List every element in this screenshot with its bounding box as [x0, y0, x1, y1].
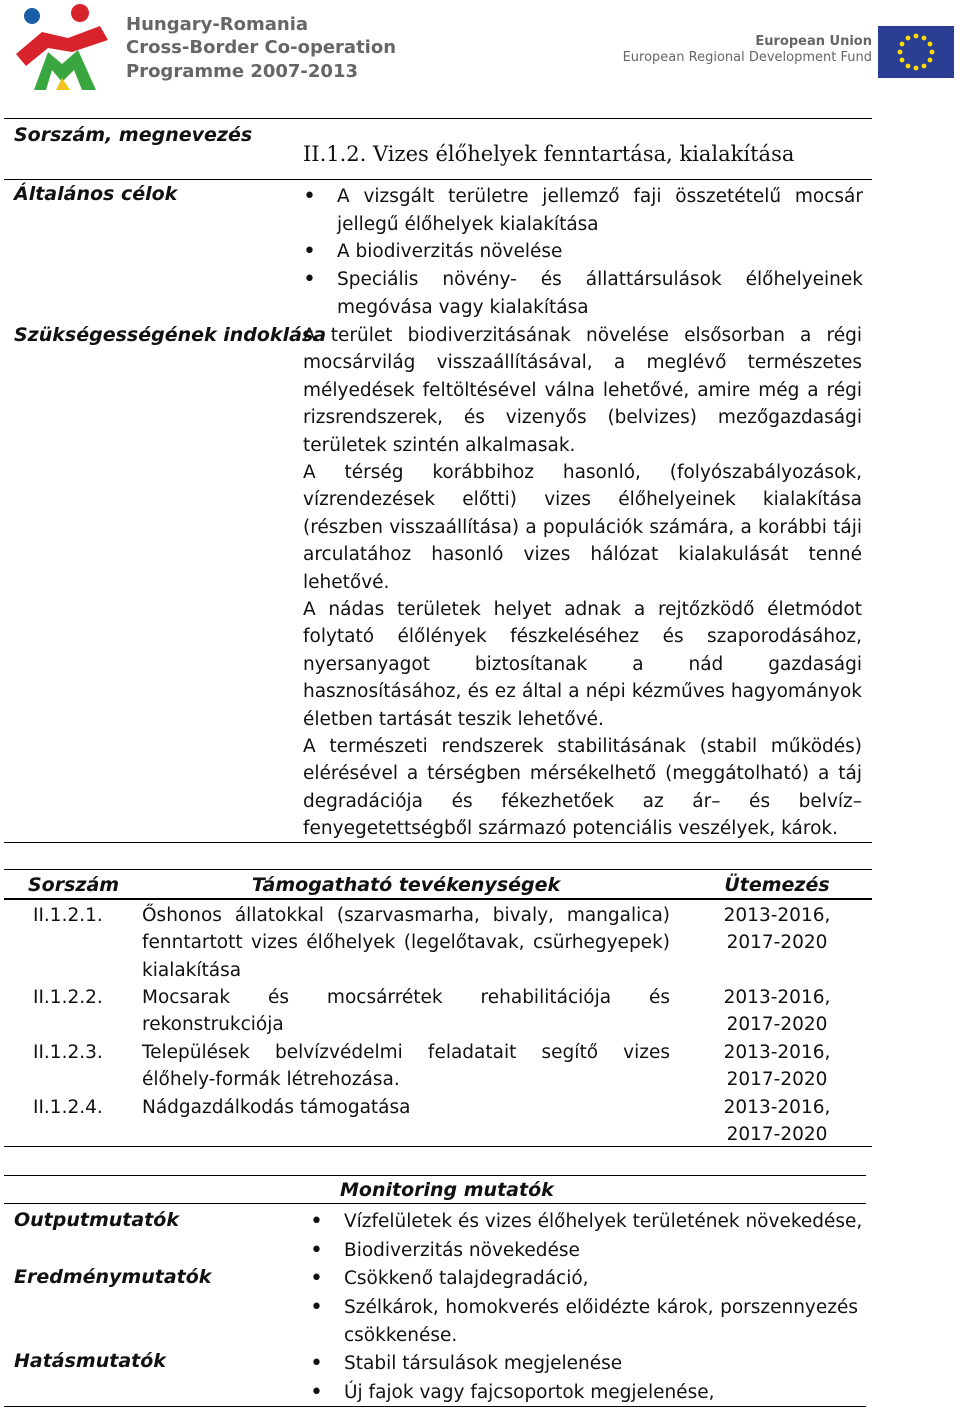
bullet-icon: • [310, 1380, 323, 1405]
row-schedule: 2013-2016, 2017-2020 [723, 1097, 831, 1146]
goal-item [303, 183, 863, 239]
label-impact: Hatásmutatók [14, 1350, 166, 1372]
monitoring-title-rule [4, 1203, 866, 1204]
row-activity: Nádgazdálkodás támogatása [142, 1097, 411, 1118]
programme-name-line-3: Programme 2007-2013 [126, 61, 358, 82]
programme-name-line-1: Hungary-Romania [126, 14, 309, 35]
eu-flag-icon [878, 26, 954, 78]
bullet-icon: • [310, 1351, 323, 1376]
indicator-text: Csökkenő talajdegradáció, [344, 1268, 589, 1289]
indicator-item [310, 1265, 866, 1293]
justification-paragraph: A természeti rendszerek stabilitásának (stabil működés) elérésével a térségben mérsékelhető (meggátolható) a táj degradációja és fékezhetőek az ár– és belvíz–fenyegetettségből származó potenciális veszélyek, károk. [303, 736, 862, 840]
bullet-icon: • [310, 1238, 323, 1263]
indicator-text: Vízfelületek és vizes élőhelyek területének növekedése, [344, 1211, 863, 1232]
goal-item [303, 238, 863, 266]
label-justification: Szükségességének indoklása [14, 324, 327, 346]
eu-name: European Union [755, 34, 872, 49]
bullet-icon: • [310, 1266, 323, 1291]
row-schedule: 2013-2016, 2017-2020 [723, 1042, 831, 1091]
bullet-icon: • [310, 1295, 323, 1320]
row-activity: Őshonos állatokkal (szarvasmarha, bivaly, mangalica) fenntartott vizes élőhelyek (legelőtavak, csürhegyepek) kialakítása [142, 905, 670, 981]
row-number: II.1.2.3. [33, 1042, 103, 1063]
header-underline [4, 898, 872, 900]
bullet-icon: • [303, 267, 316, 292]
label-number-name: Sorszám, megnevezés [14, 124, 253, 146]
indicator-text: Szélkárok, homokverés előidézte károk, porszennyezés csökkenése. [344, 1297, 858, 1346]
section-title: II.1.2. Vizes élőhelyek fenntartása, kialakítása [303, 142, 795, 166]
row-number: II.1.2.2. [33, 987, 103, 1008]
indicator-text: Biodiverzitás növekedése [344, 1240, 580, 1261]
justification-paragraph: A terület biodiverzitásának növelése elsősorban a régi mocsárvilág visszaállításával, a meglévő természetes mélyedések feltöltésével válna lehetővé, amire még a régi rizsrendszerek, és vizenyős (belvizes) mezőgazdasági területek szintén alkalmasak. [303, 325, 862, 456]
monitoring-title: Monitoring mutatók [340, 1179, 554, 1201]
indicator-item [310, 1237, 866, 1265]
table-bottom-rule [4, 1146, 872, 1147]
indicator-item [310, 1350, 866, 1378]
header-schedule: Ütemezés [724, 874, 830, 896]
label-output: Outputmutatók [14, 1209, 179, 1231]
indicator-item [310, 1208, 866, 1236]
goal-text: A biodiverzitás növelése [337, 241, 563, 262]
indicator-item [310, 1379, 866, 1407]
programme-name-line-2: Cross-Border Co-operation [126, 37, 397, 58]
monitoring-bottom-rule [4, 1406, 866, 1407]
goal-text: A vizsgált területre jellemző faji összetételű mocsár jellegű élőhelyek kialakítása [337, 186, 863, 235]
header-number: Sorszám [28, 874, 120, 896]
label-general-goals: Általános célok [14, 183, 178, 205]
row-schedule: 2013-2016, 2017-2020 [723, 987, 831, 1036]
bullet-icon: • [303, 239, 316, 264]
bullet-icon: • [303, 184, 316, 209]
eu-fund-name: European Regional Development Fund [622, 50, 872, 65]
goal-item [303, 266, 863, 322]
bullet-icon: • [310, 1209, 323, 1234]
row-activity: Települések belvízvédelmi feladatait segítő vizes élőhely-formák létrehozása. [142, 1042, 670, 1091]
section-bottom-rule [4, 842, 872, 843]
row-schedule: 2013-2016, 2017-2020 [723, 905, 831, 954]
justification-paragraph: A térség korábbihoz hasonló, (folyószabályozások, vízrendezések előtti) vizes élőhelyeinek kialakítása (részben visszaállítása) a populációk számára, a korábbi táji arculatához hasonló vizes hálózat kialakulását tenné lehetővé. [303, 462, 862, 593]
title-underline [4, 179, 872, 180]
goal-text: Speciális növény- és állattársulások élőhelyeinek megóvása vagy kialakítása [337, 269, 863, 318]
justification-paragraph: A nádas területek helyet adnak a rejtőzködő életmódot folytató élőlények fészkeléséhez és szaporodásához, nyersanyagot biztosítanak a nád gazdasági hasznosításához, és ez által a népi kézműves hagyományok életben tartását teszik lehetővé. [303, 599, 862, 730]
section-top-rule [4, 118, 872, 119]
row-number: II.1.2.1. [33, 905, 103, 926]
monitoring-top-rule [4, 1175, 866, 1176]
programme-logo [12, 4, 112, 92]
header-activity: Támogatható tevékenységek [251, 874, 561, 896]
indicator-item [310, 1294, 866, 1350]
row-activity: Mocsarak és mocsárrétek rehabilitációja és rekonstrukciója [142, 987, 670, 1036]
row-number: II.1.2.4. [33, 1097, 103, 1118]
indicator-text: Új fajok vagy fajcsoportok megjelenése, [344, 1382, 715, 1403]
label-result: Eredménymutatók [14, 1266, 212, 1288]
indicator-text: Stabil társulások megjelenése [344, 1353, 623, 1374]
table-top-rule [4, 869, 872, 870]
